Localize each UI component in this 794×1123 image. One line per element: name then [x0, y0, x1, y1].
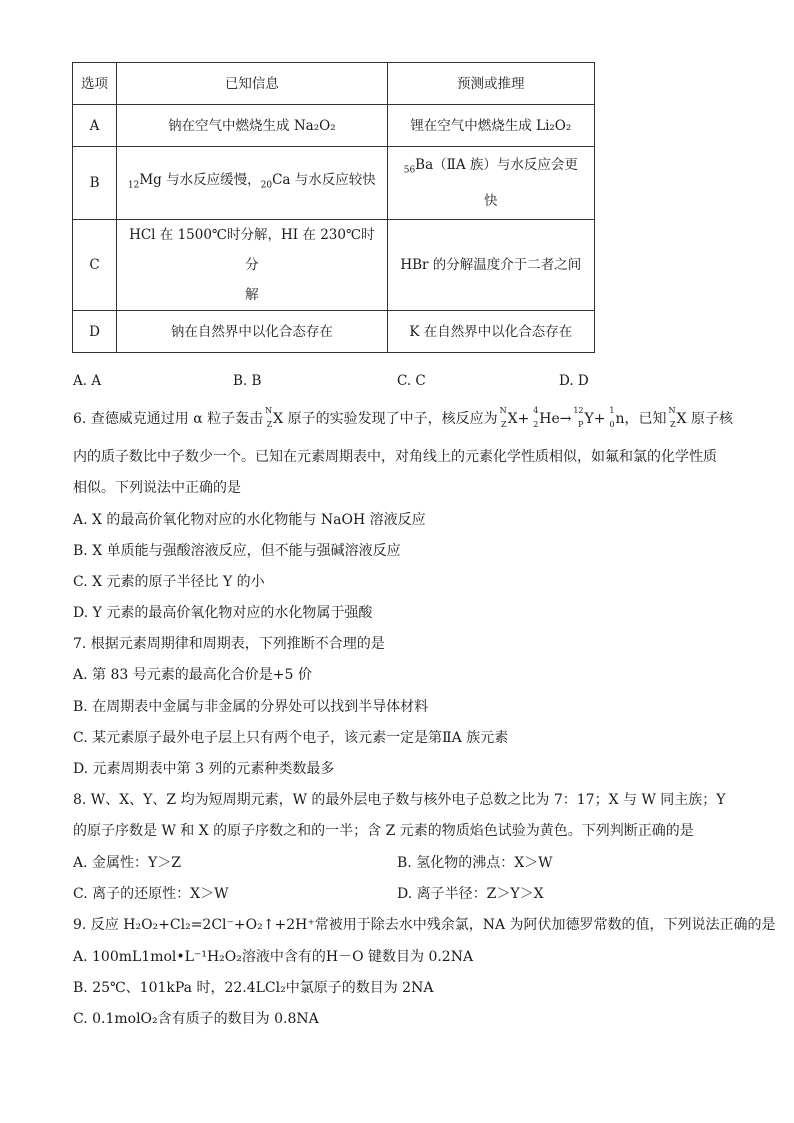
- q6-option-b[interactable]: B. X 单质能与强酸溶液反应，但不能与强碱溶液反应: [73, 543, 401, 559]
- isotope-x2: N Z: [499, 406, 507, 429]
- row-predict: HBr 的分解温度介于二者之间: [387, 220, 594, 311]
- q7-stem: 7. 根据元素周期律和周期表，下列推断不合理的是: [73, 636, 385, 652]
- mg-text: Mg 与水反应缓慢，: [139, 172, 261, 189]
- info-line1: HCl 在 1500℃时分解，HI 在 230℃时分: [129, 227, 375, 273]
- isotope-n: 1 0: [609, 406, 615, 429]
- row-info: [117, 147, 388, 220]
- option-c[interactable]: C. C: [397, 373, 426, 389]
- predict-line2: 快: [484, 192, 498, 209]
- row-predict: [387, 147, 594, 220]
- option-a[interactable]: A. A: [73, 373, 102, 389]
- header-option: 选项: [73, 63, 117, 105]
- info-line2: 解: [245, 287, 259, 303]
- q6-option-c[interactable]: C. X 元素的原子半径比 Y 的小: [73, 574, 265, 590]
- table-row: [73, 311, 595, 353]
- table-row: [73, 105, 595, 147]
- row-info: 钠在空气中燃烧生成 Na₂O₂: [117, 105, 388, 147]
- q6-stem-a: 6. 查德威克通过用 α 粒子轰击: [73, 411, 264, 427]
- row-info: 钠在自然界中以化合态存在: [117, 311, 388, 353]
- predict-line1: Ba（ⅡA 族）与水反应会更: [415, 157, 578, 174]
- q6-stem-line3: 相似。下列说法中正确的是: [73, 480, 241, 496]
- q8-option-b[interactable]: B. 氢化物的沸点：X＞W: [397, 855, 553, 871]
- option-b[interactable]: B. B: [233, 373, 262, 389]
- info-table: [72, 62, 595, 353]
- q9-option-a[interactable]: A. 100mL1mol•L⁻¹H₂O₂溶液中含有的H－O 键数目为 0.2NA: [73, 949, 474, 965]
- row-option: A: [73, 105, 117, 147]
- q8-option-a[interactable]: A. 金属性：Y＞Z: [73, 855, 181, 871]
- q9-stem: 9. 反应 H₂O₂+Cl₂=2Cl⁻+O₂↑+2H⁺常被用于除去水中残余氯，NA 为阿伏加德罗常数的值，下列说法正确的是: [73, 917, 776, 933]
- table-row: [73, 147, 595, 220]
- ba-number: 56: [403, 165, 416, 176]
- ca-text: Ca 与水反应较快: [272, 172, 376, 189]
- q7-option-b[interactable]: B. 在周期表中金属与非金属的分界处可以找到半导体材料: [73, 699, 429, 715]
- row-option: D: [73, 311, 117, 353]
- isotope-y: 12 P: [573, 406, 584, 429]
- ca-number: 20: [260, 180, 273, 191]
- row-option: C: [73, 220, 117, 311]
- q6-stem-c: X 原子核: [676, 411, 733, 427]
- row-option: B: [73, 147, 117, 220]
- isotope-x3: N Z: [668, 406, 676, 429]
- q7-option-c[interactable]: C. 某元素原子最外电子层上只有两个电子，该元素一定是第ⅡA 族元素: [73, 730, 509, 746]
- q8-option-d[interactable]: D. 离子半径：Z＞Y＞X: [397, 886, 544, 902]
- q5-options: [73, 373, 773, 393]
- row-info: [117, 220, 388, 311]
- isotope-he: 4 2: [533, 406, 539, 429]
- option-d[interactable]: D. D: [559, 373, 589, 389]
- q9-option-b[interactable]: B. 25℃、101kPa 时，22.4LCl₂中氯原子的数目为 2NA: [73, 980, 434, 996]
- q6-option-a[interactable]: A. X 的最高价氧化物对应的水化物能与 NaOH 溶液反应: [73, 512, 426, 528]
- row-predict: K 在自然界中以化合态存在: [387, 311, 594, 353]
- q8-stem-line2: 的原子序数是 W 和 X 的原子序数之和的一半；含 Z 元素的物质焰色试验为黄色。下列判断正确的是: [73, 823, 694, 839]
- q8-stem-line1: 8. W、X、Y、Z 均为短周期元素，W 的最外层电子数与核外电子总数之比为 7：17；X 与 W 同主族；Y: [73, 792, 726, 808]
- row-predict: 锂在空气中燃烧生成 Li₂O₂: [387, 105, 594, 147]
- table-header-row: [73, 63, 595, 105]
- q9-option-c[interactable]: C. 0.1molO₂含有质子的数目为 0.8NA: [73, 1011, 319, 1027]
- header-known-info: 已知信息: [117, 63, 388, 105]
- q8-option-c[interactable]: C. 离子的还原性：X＞W: [73, 886, 229, 902]
- q7-option-d[interactable]: D. 元素周期表中第 3 列的元素种类数最多: [73, 761, 335, 777]
- q6-option-d[interactable]: D. Y 元素的最高价氧化物对应的水化物属于强酸: [73, 605, 373, 621]
- q6-stem-line1: 6. 查德威克通过用 α 粒子轰击 N Z X 原子的实验发现了中子，核反应为 N Z X+ 4 2 He→ 12 P Y+ 1 0 n，已知 N Z X 原子核: [73, 406, 733, 429]
- q6-stem-b: X 原子的实验发现了中子，核反应为: [273, 411, 498, 427]
- q7-option-a[interactable]: A. 第 83 号元素的最高化合价是+5 价: [73, 667, 312, 683]
- header-prediction: 预测或推理: [387, 63, 594, 105]
- mg-number: 12: [127, 180, 140, 191]
- table-row: [73, 220, 595, 311]
- q6-stem-line2: 内的质子数比中子数少一个。已知在元素周期表中，对角线上的元素化学性质相似，如氟和氯的化学性质: [73, 449, 717, 465]
- isotope-x: N Z: [265, 406, 273, 429]
